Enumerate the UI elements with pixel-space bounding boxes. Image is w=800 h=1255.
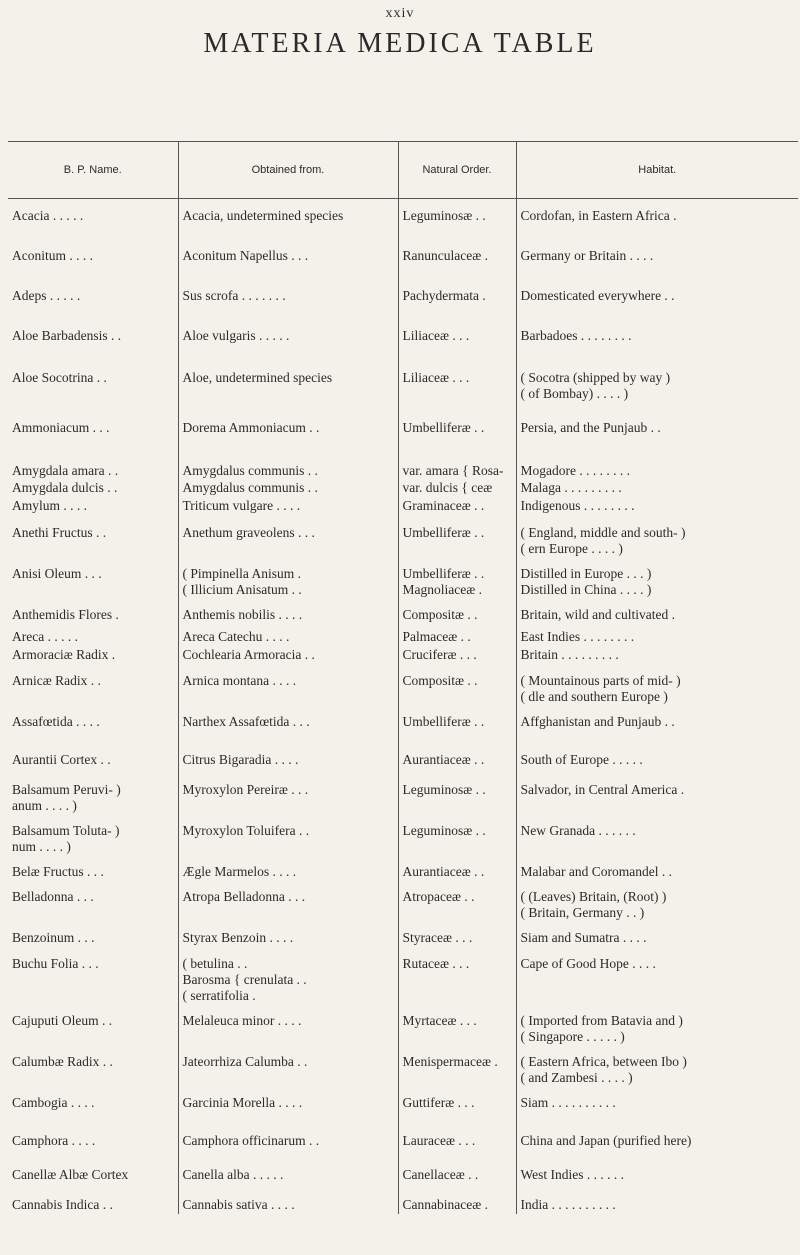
cell-name: Buchu Folia . . . [12,955,99,971]
table-row [8,239,798,279]
cell-name: Anisi Oleum . . . [12,565,102,581]
cell-order: Graminaceæ . . [398,497,516,516]
table-row [8,743,798,773]
cell-habitat: Barbadoes . . . . . . . . [516,319,798,361]
cell-order: Canellaceæ . . [398,1158,516,1196]
cell-name: Belladonna . . . [12,888,94,904]
table-row [8,497,798,516]
cell-order: Liliaceæ . . . [398,361,516,411]
page-title: MATERIA MEDICA TABLE [203,28,597,59]
cell-habitat: China and Japan (purified here) [516,1124,798,1158]
table-row [8,479,798,497]
cell-source: Jateorrhiza Calumba . . [178,1045,398,1086]
table-row [8,664,798,705]
table-row [8,1086,798,1124]
cell-habitat: Britain . . . . . . . . . [516,646,798,664]
cell-source: Citrus Bigaradia . . . . [178,743,398,773]
cell-order: Guttiferæ . . . [398,1086,516,1124]
cell-source: Dorema Ammoniacum . . [178,411,398,454]
table-row [8,279,798,319]
header-order: Natural Order. [398,142,516,199]
cell-name: Aloe Barbadensis . . [12,327,122,343]
table-row [8,705,798,743]
cell-habitat: Mogadore . . . . . . . . [516,454,798,479]
cell-habitat: South of Europe . . . . . [516,743,798,773]
cell-habitat: Distilled in Europe . . . ) Distilled in China . . . . ) [516,557,798,598]
table-row [8,199,798,239]
cell-order: Ranunculaceæ . [398,239,516,279]
cell-source: Canella alba . . . . . [178,1158,398,1196]
table-row [8,855,798,880]
cell-order: Compositæ . . [398,598,516,628]
header-name: B. P. Name. [8,142,178,199]
cell-source: Atropa Belladonna . . . [178,880,398,921]
cell-order: Leguminosæ . . [398,199,516,239]
cell-source: Anethum graveolens . . . [178,516,398,557]
cell-source: Ægle Marmelos . . . . [178,855,398,880]
cell-name: Acacia . . . . . [12,208,84,223]
cell-order: var. dulcis { ceæ [398,479,516,497]
cell-habitat: ( (Leaves) Britain, (Root) ) ( Britain, Germany . . ) [516,880,798,921]
cell-name: Arnicæ Radix . . [12,672,101,688]
cell-order: Umbelliferæ . . [398,705,516,743]
cell-habitat: East Indies . . . . . . . . [516,628,798,646]
cell-habitat: Salvador, in Central America . [516,773,798,814]
cell-source: ( betulina . . Barosma { crenulata . . ( serratifolia . [178,947,398,1004]
cell-name: Calumbæ Radix . . [12,1053,113,1069]
cell-source: Myroxylon Pereiræ . . . [178,773,398,814]
cell-order: Palmaceæ . . [398,628,516,646]
cell-source: Garcinia Morella . . . . [178,1086,398,1124]
cell-order: var. amara { Rosa- [398,454,516,479]
cell-name: Camphora . . . . [12,1132,96,1148]
cell-habitat: Malabar and Coromandel . . [516,855,798,880]
table-row [8,646,798,664]
cell-source: Areca Catechu . . . . [178,628,398,646]
cell-source: Aloe, undetermined species [178,361,398,411]
cell-name: Amygdala amara . . [12,462,119,478]
table-row [8,880,798,921]
cell-habitat: ( Imported from Batavia and ) ( Singapore . . . . . ) [516,1004,798,1045]
cell-order: Umbelliferæ . . [398,516,516,557]
cell-habitat: Germany or Britain . . . . [516,239,798,279]
cell-source: Triticum vulgare . . . . [178,497,398,516]
table-row [8,1196,798,1214]
cell-name: Canellæ Albæ Cortex [12,1166,129,1182]
cell-name: Anethi Fructus . . [12,524,107,540]
cell-habitat: ( England, middle and south- ) ( ern Europe . . . . ) [516,516,798,557]
cell-name: Assafœtida . . . . [12,713,100,729]
cell-name: Amylum . . . . [12,497,88,513]
header-row [8,142,798,199]
cell-name: Balsamum Peruvi- ) anum . . . . ) [12,781,121,813]
cell-habitat: Affghanistan and Punjaub . . [516,705,798,743]
cell-source: Arnica montana . . . . [178,664,398,705]
cell-order: Myrtaceæ . . . [398,1004,516,1045]
cell-habitat: Domesticated everywhere . . [516,279,798,319]
table-row [8,1124,798,1158]
header-source: Obtained from. [178,142,398,199]
cell-habitat: ( Eastern Africa, between Ibo ) ( and Zambesi . . . . ) [516,1045,798,1086]
cell-habitat: Persia, and the Punjaub . . [516,411,798,454]
cell-source: Cochlearia Armoracia . . [178,646,398,664]
cell-order: Pachydermata . [398,279,516,319]
cell-order: Cruciferæ . . . [398,646,516,664]
table-row [8,1045,798,1086]
cell-source: Sus scrofa . . . . . . . [178,279,398,319]
cell-habitat: Indigenous . . . . . . . . [516,497,798,516]
table-row [8,598,798,628]
cell-order: Atropaceæ . . [398,880,516,921]
table-row [8,628,798,646]
table-row [8,1158,798,1196]
cell-name: Aconitum . . . . [12,247,93,263]
table-row [8,1004,798,1045]
cell-name: Aloe Socotrina . . [12,369,107,385]
cell-source: Acacia, undetermined species [178,199,398,239]
cell-name: Cajuputi Oleum . . [12,1012,113,1028]
cell-habitat: India . . . . . . . . . . [516,1196,798,1214]
cell-name: Cannabis Indica . . [12,1196,113,1212]
cell-source: Aloe vulgaris . . . . . [178,319,398,361]
cell-name: Adeps . . . . . [12,287,81,303]
cell-name: Benzoinum . . . [12,929,95,945]
cell-habitat: ( Socotra (shipped by way ) ( of Bombay) . . . . ) [516,361,798,411]
cell-name: Cambogia . . . . [12,1094,95,1110]
cell-habitat: Cape of Good Hope . . . . [516,947,798,1004]
cell-order: Aurantiaceæ . . [398,855,516,880]
table-row [8,454,798,479]
cell-order: Leguminosæ . . [398,814,516,855]
cell-order: Cannabinaceæ . [398,1196,516,1214]
cell-source: Styrax Benzoin . . . . [178,921,398,947]
materia-medica-table [8,141,798,1214]
cell-habitat: Cordofan, in Eastern Africa . [516,199,798,239]
header-habitat: Habitat. [516,142,798,199]
table-row [8,921,798,947]
cell-order: Umbelliferæ . . [398,411,516,454]
cell-habitat: Siam . . . . . . . . . . [516,1086,798,1124]
cell-order: Aurantiaceæ . . [398,743,516,773]
cell-name: Anthemidis Flores . [12,606,119,622]
cell-order: Lauraceæ . . . [398,1124,516,1158]
table-row [8,947,798,1004]
table-row [8,814,798,855]
cell-source: Cannabis sativa . . . . [178,1196,398,1214]
cell-source: Aconitum Napellus . . . [178,239,398,279]
table-body [8,199,798,1214]
cell-order: Leguminosæ . . [398,773,516,814]
cell-name: Areca . . . . . [12,628,78,644]
cell-order: Rutaceæ . . . [398,947,516,1004]
table-row [8,319,798,361]
cell-name: Balsamum Toluta- ) num . . . . ) [12,822,120,854]
cell-habitat: Malaga . . . . . . . . . [516,479,798,497]
cell-source: Camphora officinarum . . [178,1124,398,1158]
cell-source: Anthemis nobilis . . . . [178,598,398,628]
cell-habitat: West Indies . . . . . . [516,1158,798,1196]
cell-source: Narthex Assafœtida . . . [178,705,398,743]
cell-name: Amygdala dulcis . . [12,479,118,495]
table-row [8,773,798,814]
cell-order: Compositæ . . [398,664,516,705]
cell-name: Ammoniacum . . . [12,419,110,435]
cell-habitat: Siam and Sumatra . . . . [516,921,798,947]
cell-name: Armoraciæ Radix . [12,646,116,662]
cell-order: Liliaceæ . . . [398,319,516,361]
cell-order: Styraceæ . . . [398,921,516,947]
cell-source: Melaleuca minor . . . . [178,1004,398,1045]
table-row [8,557,798,598]
cell-order: Menispermaceæ . [398,1045,516,1086]
cell-order: Umbelliferæ . . Magnoliaceæ . [398,557,516,598]
cell-source: ( Pimpinella Anisum . ( Illicium Anisatum . . [178,557,398,598]
table-row [8,516,798,557]
table-row [8,411,798,454]
cell-source: Amygdalus communis . . [178,454,398,479]
page-number: xxiv [385,6,415,21]
cell-source: Amygdalus communis . . [178,479,398,497]
cell-source: Myroxylon Toluifera . . [178,814,398,855]
cell-habitat: ( Mountainous parts of mid- ) ( dle and southern Europe ) [516,664,798,705]
cell-habitat: Britain, wild and cultivated . [516,598,798,628]
table-row [8,361,798,411]
cell-habitat: New Granada . . . . . . [516,814,798,855]
cell-name: Belæ Fructus . . . [12,863,104,879]
cell-name: Aurantii Cortex . . [12,751,111,767]
